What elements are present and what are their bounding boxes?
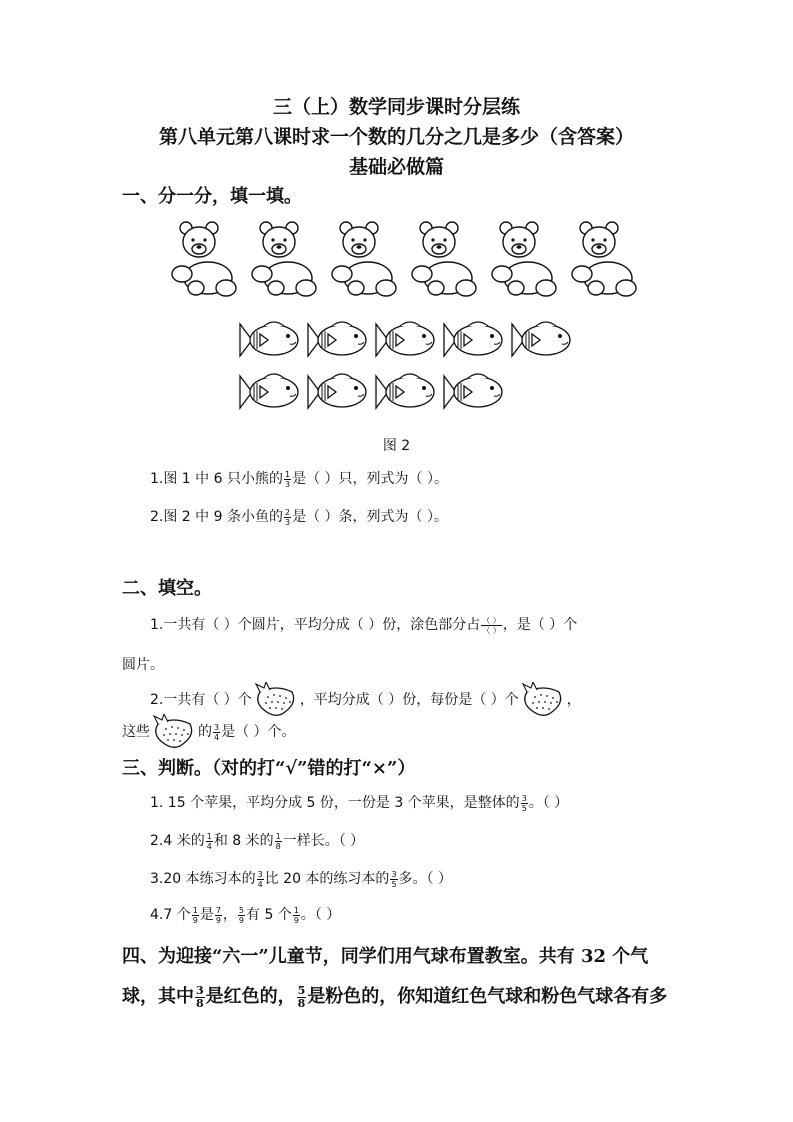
question-2-2-cont [122, 714, 296, 750]
fish-icon [240, 374, 298, 408]
question-2-1-cont: 圆片。 [122, 657, 164, 673]
strawberry-icon [252, 682, 300, 718]
q-text: ，是（ ）个 [502, 617, 578, 633]
q-text: 2.4 米的 [150, 833, 205, 849]
fraction: $\frac{2}{3}$ [284, 507, 291, 527]
bear-icon [332, 222, 396, 296]
bear-icon [492, 222, 556, 296]
strawberry-icon [519, 682, 567, 718]
section4-line1: 四、为迎接“六一”儿童节，同学们用气球布置教室。共有 32 个气 [122, 946, 649, 967]
fraction: $\frac{7}{9}$ [215, 905, 221, 925]
fraction-blank: $\frac{( )}{( )}$ [482, 615, 501, 635]
q-text: 的 [198, 724, 212, 740]
q-text: 2.图 2 中 9 条小鱼的 [150, 509, 283, 525]
section2-heading: 二、填空。 [122, 578, 212, 599]
judge-2 [150, 830, 364, 851]
figure-caption: 图 2 [382, 438, 411, 454]
fraction: $\frac{3}{4}$ [257, 869, 263, 889]
q-text: 一样长。（ ） [282, 833, 365, 849]
q-text: 有 5 个 [246, 907, 292, 923]
question-2-1 [150, 614, 577, 635]
q-text: 球，其中 [122, 986, 194, 1007]
q-text: 1.一共有（ ）个圆片，平均分成（ ）份，涂色部分占 [150, 617, 481, 633]
fraction: $\frac{1}{3}$ [284, 469, 291, 489]
q-text: 比 20 本的练习本的 [264, 871, 390, 887]
fraction: $\frac{5}{9}$ [238, 905, 244, 925]
question-1-2 [150, 506, 448, 527]
fraction: $\frac{1}{9}$ [192, 905, 198, 925]
q-text: 多。（ ） [398, 871, 452, 887]
q-text: 和 8 米的 [213, 833, 274, 849]
fish-icon [376, 322, 434, 356]
fish-icon [308, 374, 366, 408]
q-text: ， [222, 907, 237, 923]
fish-icon [308, 322, 366, 356]
q-text: 3.20 本练习本的 [150, 871, 256, 887]
fraction: $\frac{1}{9}$ [293, 905, 299, 925]
level-title: 基础必做篇 [348, 156, 444, 178]
judge-4 [150, 904, 340, 925]
fraction: $\frac{1}{8}$ [275, 831, 281, 851]
fraction: $\frac{3}{5}$ [521, 793, 527, 813]
fraction: $\frac{3}{5}$ [391, 869, 397, 889]
q-text: 1. 15 个苹果，平均分成 5 份，一份是 3 个苹果，是整体的 [150, 795, 520, 811]
q-text: 1.图 1 中 6 只小熊的 [150, 471, 283, 487]
fish-icon [376, 374, 434, 408]
question-2-2 [150, 682, 581, 718]
fish-illustrations [238, 316, 583, 420]
q-text: 4.7 个 [150, 907, 191, 923]
q-text: ，平均分成（ ）份，每份是（ ）个 [299, 692, 519, 708]
bear-icon [252, 222, 316, 296]
bear-icon [572, 222, 636, 296]
fish-icon [512, 322, 570, 356]
strawberry-icon [150, 714, 198, 750]
fraction: $\frac{5}{8}$ [297, 983, 306, 1010]
q-text: 是 [199, 907, 214, 923]
q-text: 是（ ）只，列式为（ ）。 [292, 471, 448, 487]
worksheet-title: 三（上）数学同步课时分层练 [272, 96, 520, 118]
fraction: $\frac{3}{4}$ [214, 722, 220, 742]
q-text: 是（ ）个。 [221, 724, 296, 740]
section4-line2 [122, 982, 667, 1010]
judge-1 [150, 792, 568, 813]
lesson-title: 第八单元第八课时求一个数的几分之几是多少（含答案） [158, 126, 634, 148]
q-text: 是粉色的，你知道红色气球和粉色气球各有多 [307, 986, 668, 1007]
q-text: 是红色的， [205, 986, 296, 1007]
q-text: ， [566, 692, 581, 708]
bear-icon [412, 222, 476, 296]
fish-icon [240, 322, 298, 356]
fraction: $\frac{1}{4}$ [206, 831, 212, 851]
q-text: 。（ ） [528, 795, 569, 811]
q-text: 是（ ）条，列式为（ ）。 [292, 509, 448, 525]
question-1-1 [150, 468, 448, 489]
q-text: 。（ ） [300, 907, 341, 923]
section3-heading: 三、判断。（对的打“√”错的打“×”） [122, 758, 416, 779]
fish-icon [444, 322, 502, 356]
fish-icon [444, 374, 502, 408]
bear-illustrations [168, 218, 638, 300]
section1-heading: 一、分一分，填一填。 [122, 186, 302, 207]
bear-icon [172, 222, 236, 296]
q-text: 2.一共有（ ）个 [150, 692, 252, 708]
q-text: 这些 [122, 724, 150, 740]
judge-3 [150, 868, 452, 889]
fraction: $\frac{3}{8}$ [196, 983, 204, 1010]
